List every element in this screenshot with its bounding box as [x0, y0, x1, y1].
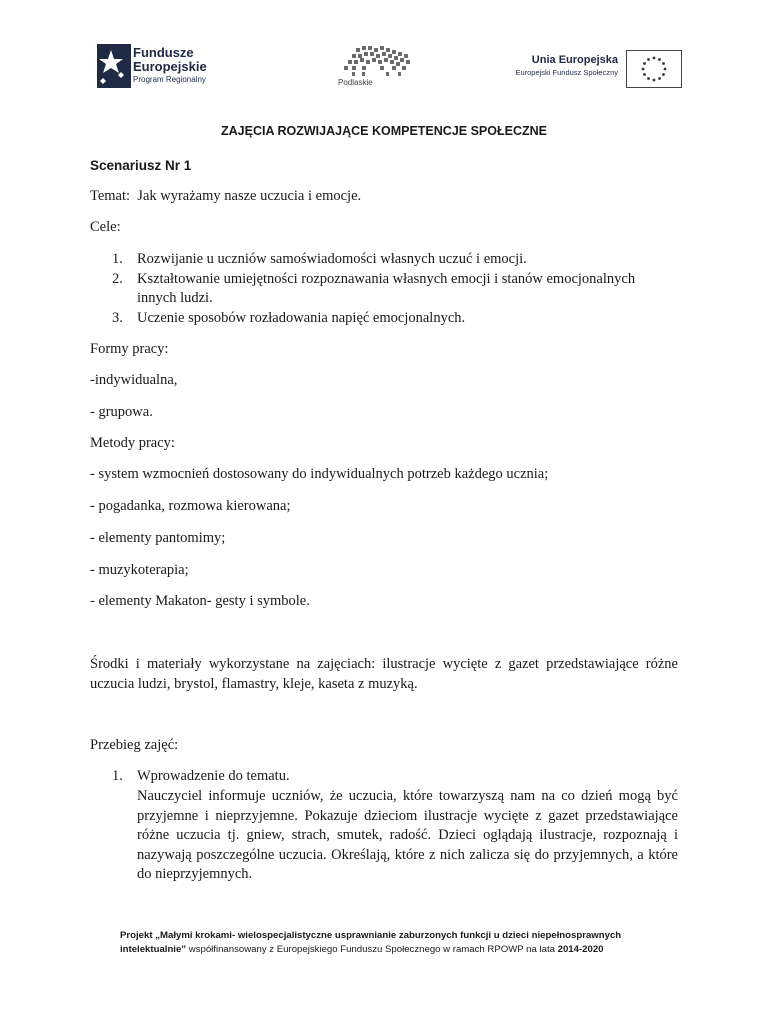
course-item-num: 1.	[112, 768, 123, 784]
footer-normal: współfinansowany z Europejskiego Funduszu Społecznego w ramach RPOWP na lata	[186, 944, 558, 955]
logo-fundusze-europejskie	[97, 44, 227, 90]
goal-2-cont: innych ludzi.	[137, 290, 213, 306]
topic: Temat: Jak wyrażamy nasze uczucia i emocje.	[90, 188, 362, 204]
ue-line1: Unia Europejska	[531, 54, 618, 66]
form-item: -indywidualna,	[90, 372, 178, 388]
document-title: ZAJĘCIA ROZWIJAJĄCE KOMPETENCJE SPOŁECZNE	[221, 124, 547, 138]
footer-bold-1: Projekt „Małymi krokami- wielospecjalistyczne usprawnianie zaburzonych funkcji u dzieci niepełnosprawnych intelektualnie”	[120, 930, 622, 955]
logo-unia-europejska	[506, 50, 676, 90]
goal-3: Uczenie sposobów rozładowania napięć emocjonalnych.	[137, 310, 466, 326]
logo-podlaskie	[336, 44, 422, 92]
goal-1-num: 1.	[112, 251, 123, 267]
method-item: - elementy Makaton- gesty i symbole.	[90, 593, 310, 609]
footer-project-note	[120, 929, 660, 957]
podlaskie-label: Podlaskie	[338, 78, 373, 87]
methods-label: Metody pracy:	[90, 435, 175, 451]
eu-flag-icon	[626, 50, 682, 88]
ue-line2: Europejski Fundusz Społeczny	[515, 68, 618, 77]
goal-2: Kształtowanie umiejętności rozpoznawania własnych emocji i stanów emocjonalnych	[137, 271, 636, 287]
fe-line2: Europejskie	[133, 58, 207, 74]
goals-label: Cele:	[90, 219, 121, 235]
fe-line1: Fundusze	[133, 45, 194, 60]
materials-paragraph: Środki i materiały wykorzystane na zajęciach: ilustracje wycięte z gazet przedstawiające różne uczucia ludzi, brystol, flamastry, kleje, kaseta z muzyką.	[90, 656, 678, 692]
form-item: - grupowa.	[90, 404, 153, 420]
course-item-title: Wprowadzenie do tematu.	[137, 768, 290, 784]
forms-label: Formy pracy:	[90, 341, 169, 357]
bison-icon	[336, 44, 422, 78]
footer-bold-2: 2014-2020	[557, 944, 604, 955]
fe-line3: Program Regionalny	[133, 75, 206, 85]
course-label: Przebieg zajęć:	[90, 737, 179, 753]
method-item: - pogadanka, rozmowa kierowana;	[90, 498, 291, 514]
method-item: - muzykoterapia;	[90, 562, 189, 578]
goal-2-num: 2.	[112, 271, 123, 287]
course-item-body: Nauczyciel informuje uczniów, że uczucia, które towarzyszą nam na co dzień mogą być przyjemne i nieprzyjemne. Pokazuje dzieciom ilustracje wycięte z gazet przedstawiające różne uczucia tj. gniew, strach, smutek, radość. Dzieci oglądają ilustracje, rozpoznają i nazywają poszczególne uczucia. Określają, które z nich zalicza się do przyjemnych, a które do nieprzyjemnych.	[137, 788, 678, 882]
fe-star-icon	[97, 44, 131, 88]
method-item: - system wzmocnień dostosowany do indywidualnych potrzeb każdego ucznia;	[90, 466, 549, 482]
method-item: - elementy pantomimy;	[90, 530, 226, 546]
goal-1: Rozwijanie u uczniów samoświadomości własnych uczuć i emocji.	[137, 251, 527, 267]
scenario-number: Scenariusz Nr 1	[90, 158, 192, 173]
goal-3-num: 3.	[112, 310, 123, 326]
